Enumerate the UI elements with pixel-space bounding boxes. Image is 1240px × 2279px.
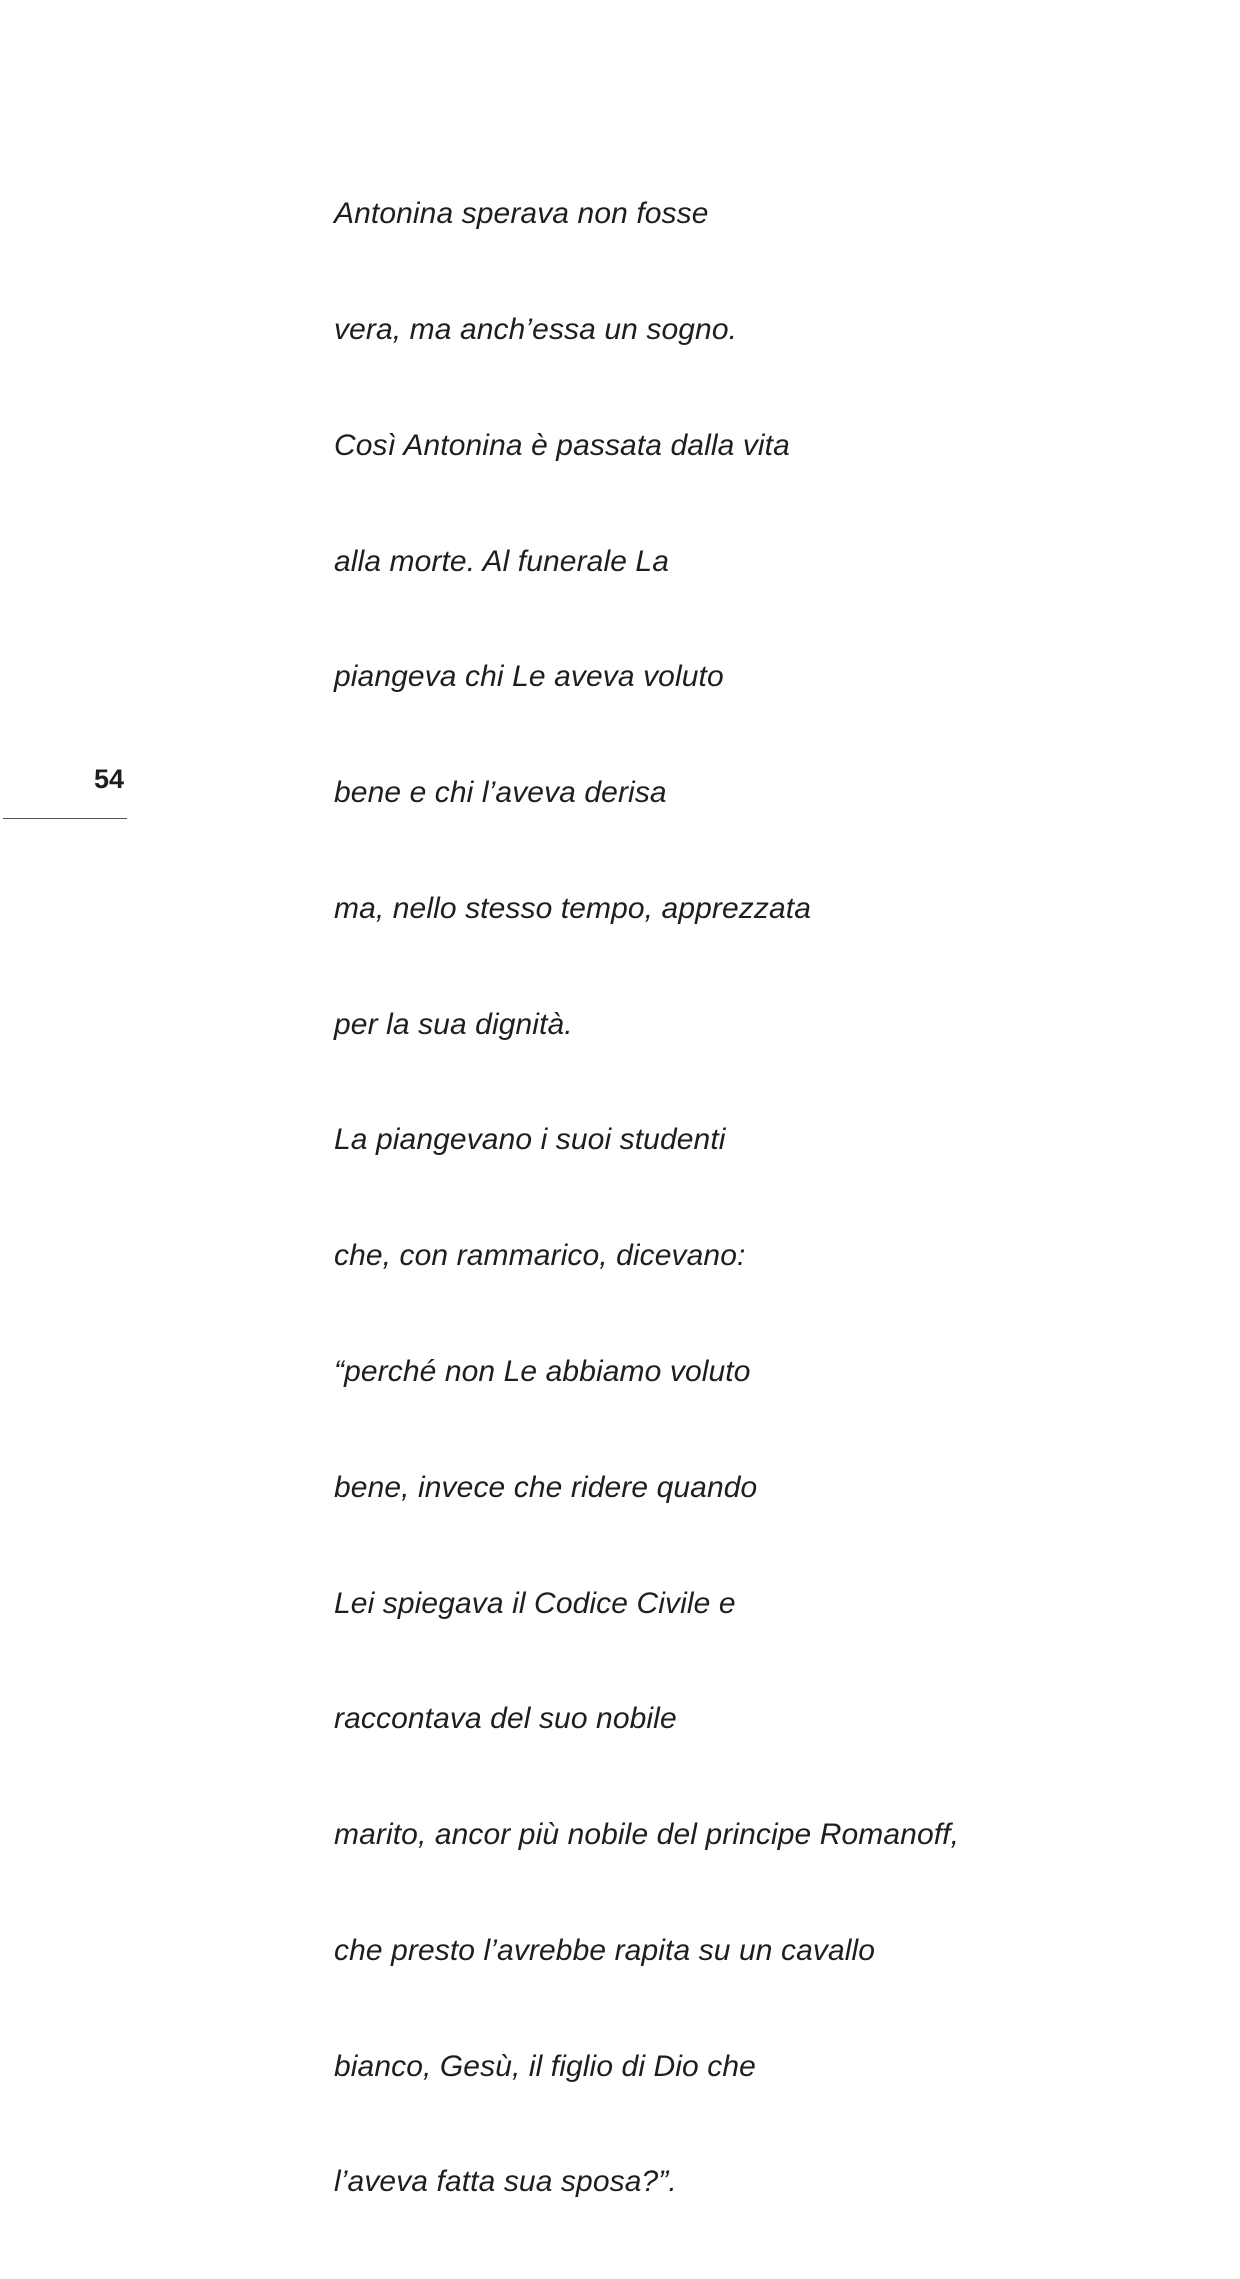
- page-number: 54: [94, 764, 125, 794]
- text-line: “perché non Le abbiamo voluto: [334, 1355, 751, 1388]
- text-line: che, con rammarico, dicevano:: [334, 1239, 746, 1273]
- text-line: Così Antonina è passata dalla vita: [334, 428, 790, 462]
- text-line: vera, ma anch’essa un sogno.: [334, 312, 738, 346]
- poem-text: [334, 118, 959, 2279]
- text-line: Lei spiegava il Codice Civile e: [334, 1586, 736, 1620]
- text-line: che presto l’avrebbe rapita su un cavallo: [334, 1933, 876, 1967]
- text-line: alla morte. Al funerale La: [334, 544, 670, 578]
- text-line: per la sua dignità.: [334, 1007, 573, 1041]
- text-line: bene e chi l’aveva derisa: [334, 776, 667, 810]
- text-line: marito, ancor più nobile del principe Romanoff,: [334, 1818, 960, 1852]
- text-line: piangeva chi Le aveva voluto: [334, 660, 724, 694]
- text-line: raccontava del suo nobile: [334, 1702, 677, 1736]
- text-line: ma, nello stesso tempo, apprezzata: [334, 891, 811, 925]
- page-number-rule: [3, 818, 127, 819]
- text-line: bene, invece che ridere quando: [334, 1470, 758, 1504]
- text-line: l’aveva fatta sua sposa?”.: [334, 2165, 677, 2199]
- text-line: Antonina sperava non fosse: [334, 197, 709, 231]
- text-line: bianco, Gesù, il figlio di Dio che: [334, 2049, 756, 2083]
- text-line: La piangevano i suoi studenti: [334, 1123, 726, 1157]
